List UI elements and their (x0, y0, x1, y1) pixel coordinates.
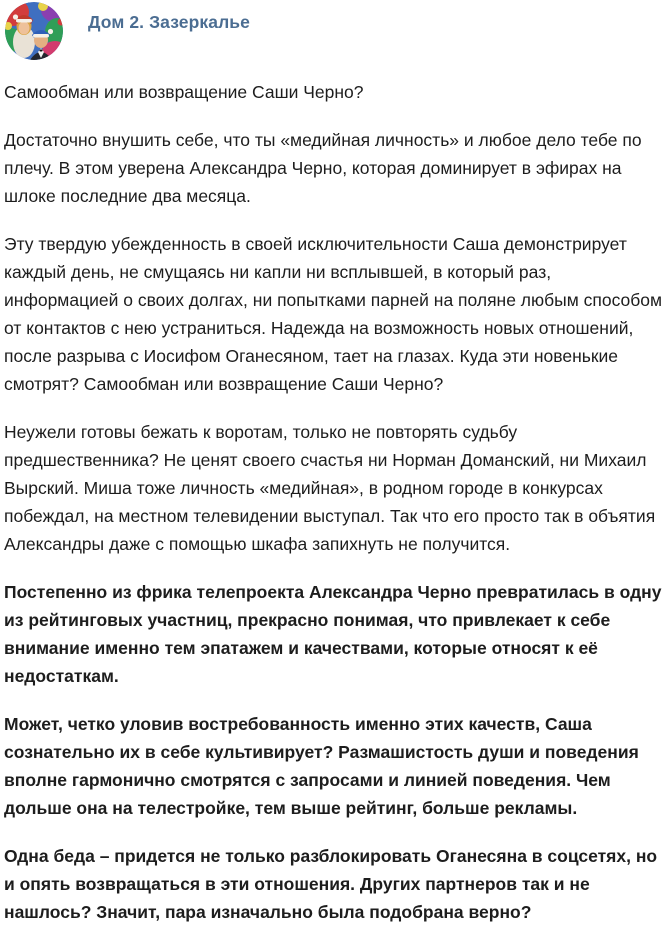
post-paragraph: Может, четко уловив востребованность именно этих качеств, Саша сознательно их в себе культивирует? Размашистость души и поведения вполне гармонично смотрятся с запросами и линией поведения. Чем дольше она на телестройке, тем выше рейтинг, больше рекламы. (4, 714, 639, 818)
post-paragraph: Эту твердую убежденность в своей исключительности Саша демонстрирует каждый день, не смущаясь ни капли ни всплывшей, в который раз, информацией о своих долгах, ни попытками парней на поляне любым способом от контактов с нею устраниться. Надежда на возможность новых отношений, после разрыва с Иосифом Оганесяном, тает на глазах. Куда эти новенькие смотрят? Самообман или возвращение Саши Черно? (4, 234, 663, 394)
post-headline: Самообман или возвращение Саши Черно? (4, 82, 364, 102)
group-name-link[interactable]: Дом 2. Зазеркалье (88, 12, 251, 32)
avatar-image-icon (5, 2, 63, 60)
post-paragraph: Одна беда – придется не только разблокировать Оганесяна в соцсетях, но и опять возвращаться в эти отношения. Других партнеров так и не нашлось? Значит, пара изначально была подобрана верно? (4, 846, 658, 922)
post-paragraph: Неужели готовы бежать к воротам, только не повторять судьбу предшественника? Не ценят своего счастья ни Норман Доманский, ни Михаил Вырский. Миша тоже личность «медийная», в родном городе в конкурсах побеждал, на местном телевидении выступал. Так что его просто так в объятия Александры даже с помощью шкафа запихнуть не получится. (4, 422, 656, 554)
post-body (4, 78, 664, 946)
post-header (5, 2, 665, 60)
group-avatar[interactable] (5, 2, 63, 60)
post-paragraph: Достаточно внушить себе, что ты «медийная личность» и любое дело тебе по плечу. В этом уверена Александра Черно, которая доминирует в эфирах на шлоке последние два месяца. (4, 130, 642, 206)
post-paragraph: Постепенно из фрика телепроекта Александра Черно превратилась в одну из рейтинговых участниц, прекрасно понимая, что привлекает к себе внимание именно тем эпатажем и качествами, которые относят к её недостаткам. (4, 582, 662, 686)
